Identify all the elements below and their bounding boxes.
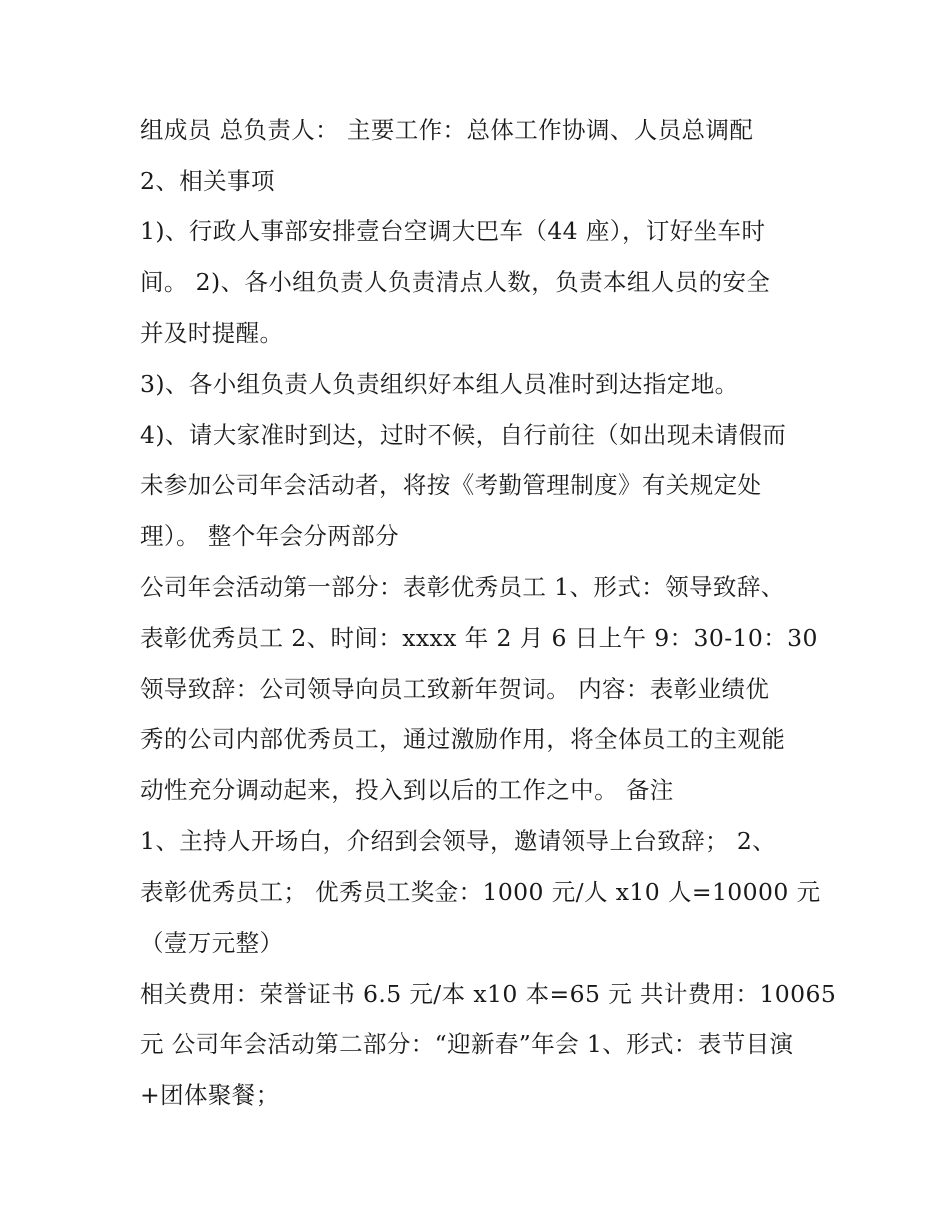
text-line: +团体聚餐； (140, 1081, 280, 1109)
text-line: 间。 2)、各小组负责人负责清点人数，负责本组人员的安全 (140, 268, 771, 296)
text-line: 公司年会活动第一部分：表彰优秀员工 1、形式：领导致辞、 (140, 573, 785, 601)
text-line: （壹万元整） (140, 929, 284, 957)
text-line: 并及时提醒。 (140, 319, 284, 347)
text-line: 理）。 整个年会分两部分 (140, 522, 400, 550)
text-line: 动性充分调动起来，投入到以后的工作之中。 备注 (140, 776, 674, 804)
text-line: 组成员 总负责人： 主要工作：总体工作协调、人员总调配 (140, 116, 754, 144)
text-line: 3)、各小组负责人负责组织好本组人员准时到达指定地。 (140, 370, 739, 398)
text-line: 领导致辞：公司领导向员工致新年贺词。 内容：表彰业绩优 (140, 675, 770, 703)
text-line: 4)、请大家准时到达，过时不候，自行前往（如出现未请假而 (140, 421, 787, 449)
text-line: 1)、行政人事部安排壹台空调大巴车（44 座），订好坐车时 (140, 217, 766, 245)
text-line: 相关费用：荣誉证书 6.5 元/本 x10 本=65 元 共计费用：10065 (140, 980, 837, 1008)
text-line: 元 公司年会活动第二部分：“迎新春”年会 1、形式：表节目演 (140, 1030, 794, 1058)
text-line: 2、相关事项 (140, 167, 275, 195)
text-line: 未参加公司年会活动者，将按《考勤管理制度》有关规定处 (140, 471, 762, 499)
text-line: 表彰优秀员工 2、时间：xxxx 年 2 月 6 日上午 9：30-10：30 (140, 624, 818, 652)
text-line: 表彰优秀员工； 优秀员工奖金：1000 元/人 x10 人=10000 元 (140, 878, 821, 906)
text-line: 秀的公司内部优秀员工，通过激励作用，将全体员工的主观能 (140, 725, 786, 753)
text-line: 1、主持人开场白，介绍到会领导，邀请领导上台致辞； 2、 (140, 827, 777, 855)
